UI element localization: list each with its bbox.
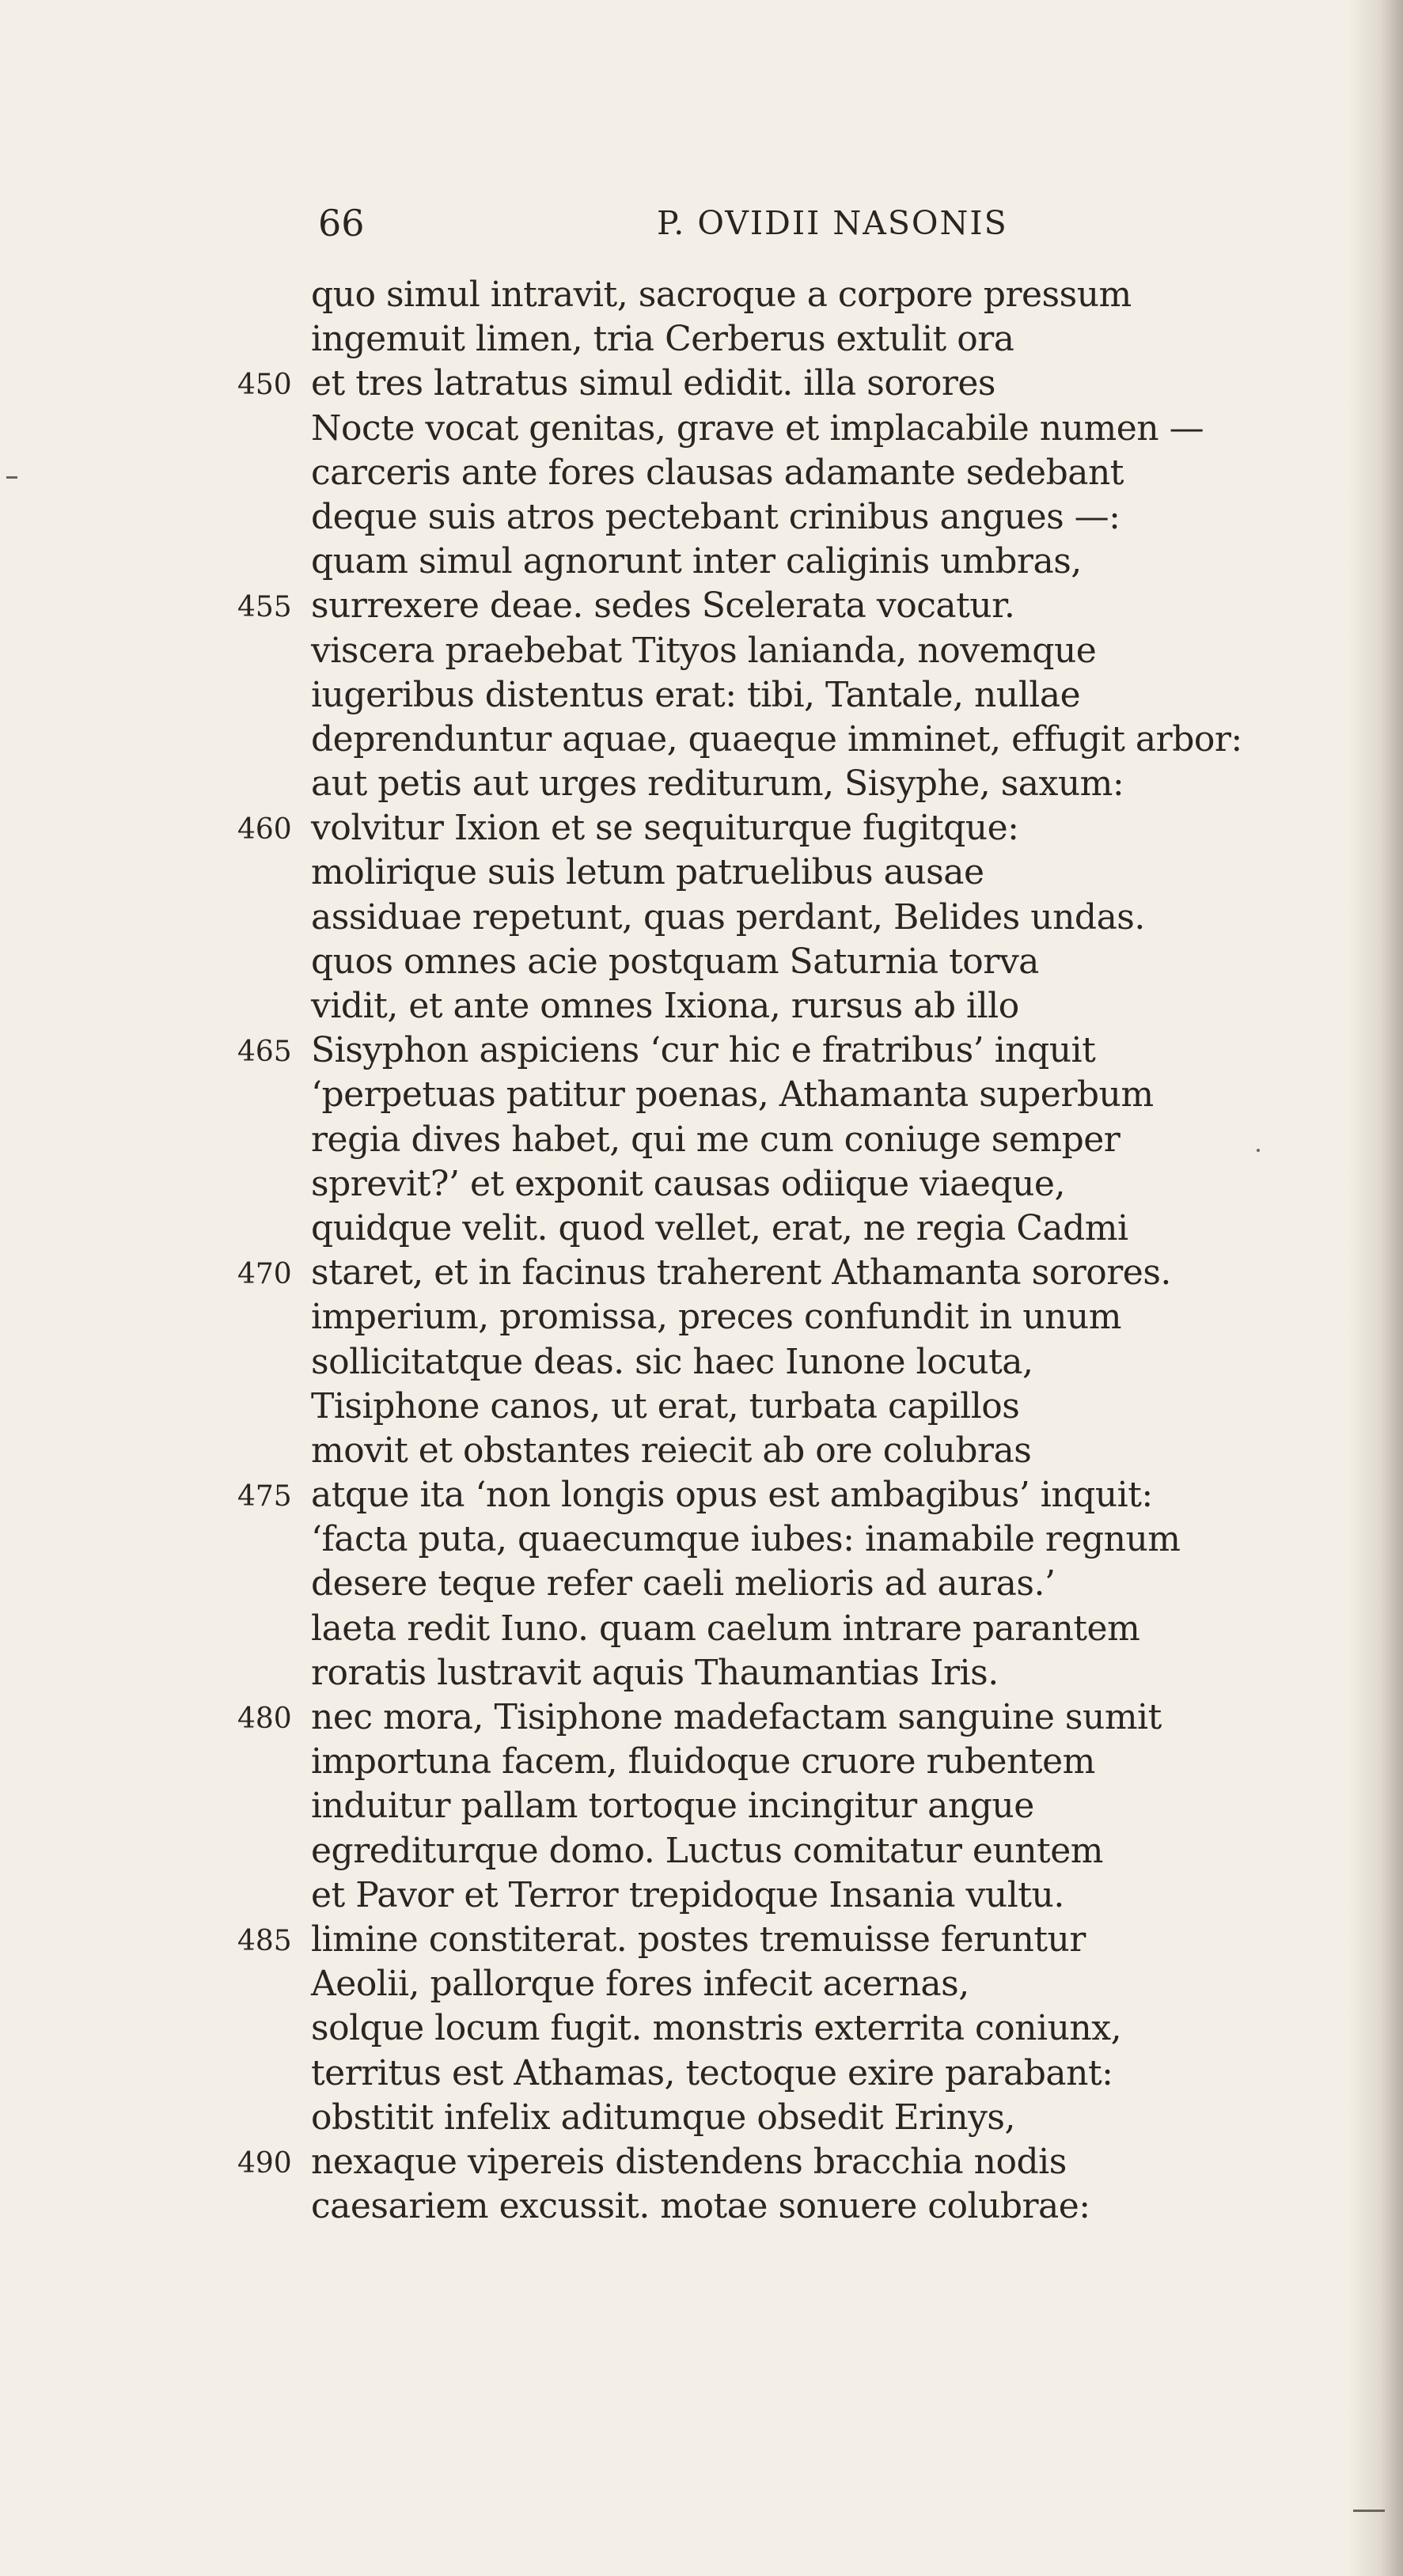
verse-text: nec mora, Tisiphone madefactam sanguine sumit — [311, 1697, 1162, 1737]
margin-mark — [1353, 2510, 1385, 2512]
verse-line — [237, 673, 1361, 718]
verse-text: desere teque refer caeli melioris ad auras.’ — [311, 1563, 1056, 1604]
verse-line — [237, 2051, 1361, 2096]
verse-line — [237, 1740, 1361, 1784]
verse-text: quo simul intravit, sacroque a corpore pressum — [311, 275, 1132, 315]
verse-text: quidque velit. quod vellet, erat, ne regia Cadmi — [311, 1207, 1128, 1248]
verse-text: atque ita ‘non longis opus est ambagibus’ inquit: — [311, 1475, 1153, 1516]
verse-line — [237, 2006, 1361, 2051]
verse-line — [237, 273, 1361, 317]
page-number: 66 — [318, 202, 365, 244]
verse-line — [237, 1251, 1361, 1295]
verse-text: aut petis aut urges rediturum, Sisyphe, saxum: — [311, 763, 1124, 805]
verse-line — [237, 896, 1361, 940]
verse-line — [237, 1162, 1361, 1207]
line-number: 465 — [237, 1036, 292, 1069]
verse-line — [237, 1607, 1361, 1651]
verse-line — [237, 2096, 1361, 2140]
verse-line — [237, 1651, 1361, 1695]
verse-text: staret, et in facinus traherent Athamanta sorores. — [311, 1252, 1171, 1294]
verse-text: roratis lustravit aquis Thaumantias Iris. — [311, 1652, 999, 1693]
line-number: 450 — [237, 369, 292, 402]
verse-line — [237, 317, 1361, 362]
verse-text: deque suis atros pectebant crinibus angues —: — [311, 496, 1121, 537]
verse-line — [237, 850, 1361, 895]
verse-text: Nocte vocat genitas, grave et implacabile numen — — [311, 407, 1204, 449]
verse-text: territus est Athamas, tectoque exire parabant: — [311, 2052, 1113, 2093]
verse-text: iugeribus distentus erat: tibi, Tantale, nullae — [311, 674, 1081, 715]
running-head: P. OVIDII NASONIS — [657, 204, 1008, 242]
line-number: 490 — [237, 2146, 292, 2180]
verse-line — [237, 1073, 1361, 1117]
verse-text: et Pavor et Terror trepidoque Insania vultu. — [311, 1874, 1064, 1915]
verse-line — [237, 1918, 1361, 1962]
verse-line — [237, 984, 1361, 1029]
verse-text: regia dives habet, qui me cum coniuge semper — [311, 1119, 1121, 1160]
verse-text: induitur pallam tortoque incingitur angue — [311, 1786, 1034, 1827]
verse-line — [237, 1562, 1361, 1606]
verse-text: limine constiterat. postes tremuisse feruntur — [311, 1919, 1086, 1960]
verse-text: assiduae repetunt, quas perdant, Belides undas. — [311, 896, 1145, 938]
verse-line — [237, 940, 1361, 984]
verse-line — [237, 629, 1361, 673]
verse-text: viscera praebebat Tityos lanianda, novemque — [311, 630, 1097, 671]
poem-text — [237, 273, 1361, 2229]
verse-text: sprevit?’ et exponit causas odiique viaeque, — [311, 1163, 1065, 1204]
verse-text: imperium, promissa, preces confundit in unum — [311, 1297, 1121, 1338]
verse-text: ingemuit limen, tria Cerberus extulit ora — [311, 319, 1014, 360]
verse-line — [237, 540, 1361, 584]
verse-text: Aeolii, pallorque fores infecit acernas, — [311, 1964, 969, 2005]
verse-text: nexaque vipereis distendens bracchia nodis — [311, 2141, 1067, 2182]
verse-line — [237, 1340, 1361, 1385]
verse-line — [237, 1517, 1361, 1562]
verse-line — [237, 1385, 1361, 1429]
verse-text: vidit, et ante omnes Ixiona, rursus ab illo — [311, 986, 1019, 1026]
verse-line — [237, 584, 1361, 628]
verse-text: volvitur Ixion et se sequiturque fugitque: — [311, 808, 1019, 849]
verse-line — [237, 762, 1361, 806]
page-header — [318, 199, 1125, 247]
verse-text: movit et obstantes reiecit ab ore colubras — [311, 1430, 1032, 1471]
verse-line — [237, 1873, 1361, 1918]
verse-line — [237, 1429, 1361, 1473]
verse-text: et tres latratus simul edidit. illa sorores — [311, 363, 995, 404]
verse-text: obstitit infelix aditumque obsedit Erinys, — [311, 2097, 1016, 2138]
verse-line — [237, 1695, 1361, 1740]
line-number: 455 — [237, 591, 292, 624]
verse-text: laeta redit Iuno. quam caelum intrare parantem — [311, 1608, 1140, 1649]
verse-line — [237, 1784, 1361, 1828]
verse-text: surrexere deae. sedes Scelerata vocatur. — [311, 585, 1015, 627]
verse-line — [237, 806, 1361, 850]
verse-text: solque locum fugit. monstris exterrita coniunx, — [311, 2008, 1122, 2049]
verse-text: ‘perpetuas patitur poenas, Athamanta superbum — [311, 1074, 1154, 1116]
line-number: 480 — [237, 1703, 292, 1735]
line-number: 470 — [237, 1258, 292, 1291]
verse-line — [237, 2184, 1361, 2229]
verse-text: egrediturque domo. Luctus comitatur euntem — [311, 1830, 1103, 1871]
verse-line — [237, 451, 1361, 495]
verse-text: Sisyphon aspiciens ‘cur hic e fratribus’ inquit — [311, 1030, 1096, 1071]
verse-line — [237, 1295, 1361, 1339]
verse-text: deprenduntur aquae, quaeque imminet, effugit arbor: — [311, 718, 1242, 760]
verse-line — [237, 362, 1361, 406]
verse-line — [237, 495, 1361, 540]
verse-line — [237, 1962, 1361, 2006]
verse-text: carceris ante fores clausas adamante sedebant — [311, 452, 1124, 493]
verse-line — [237, 1829, 1361, 1873]
verse-line — [237, 1207, 1361, 1251]
verse-line — [237, 1473, 1361, 1517]
verse-line — [237, 718, 1361, 762]
verse-text: caesariem excussit. motae sonuere colubrae: — [311, 2186, 1090, 2227]
verse-line — [237, 407, 1361, 451]
verse-text: sollicitatque deas. sic haec Iunone locuta, — [311, 1341, 1033, 1382]
verse-line — [237, 1029, 1361, 1073]
verse-text: importuna facem, fluidoque cruore rubentem — [311, 1741, 1095, 1782]
verse-text: quam simul agnorunt inter caliginis umbras, — [311, 541, 1082, 582]
verse-line — [237, 2140, 1361, 2184]
line-number: 485 — [237, 1924, 292, 1957]
margin-mark — [6, 476, 17, 479]
line-number: 460 — [237, 813, 292, 847]
verse-text: quos omnes acie postquam Saturnia torva — [311, 941, 1039, 982]
verse-line — [237, 1118, 1361, 1162]
verse-text: Tisiphone canos, ut erat, turbata capillos — [311, 1385, 1020, 1426]
line-number: 475 — [237, 1480, 292, 1513]
verse-text: ‘facta puta, quaecumque iubes: inamabile regnum — [311, 1519, 1181, 1560]
verse-text: molirique suis letum patruelibus ausae — [311, 852, 984, 893]
